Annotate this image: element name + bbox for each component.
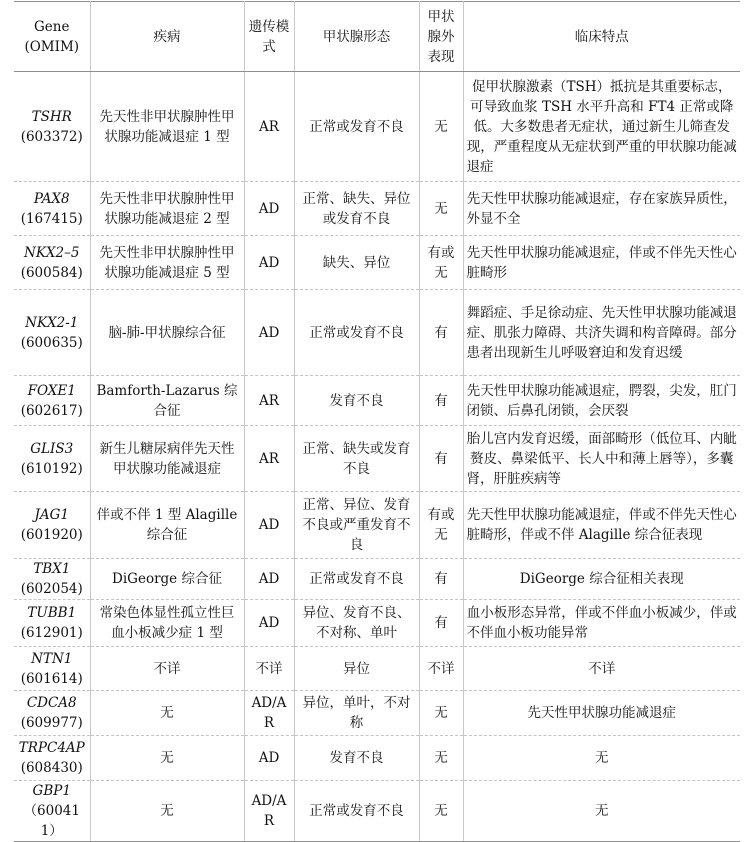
morphology-cell: 发育不良 (294, 736, 419, 781)
morphology-cell: 正常或发育不良 (294, 781, 419, 842)
gene-symbol: GBP1 (32, 783, 71, 799)
disease-cell: 脑-肺-甲状腺综合征 (90, 290, 244, 376)
clinical-cell: 先天性甲状腺功能减退症，伴或不伴先天性心脏畸形 (463, 236, 740, 290)
morphology-cell: 异位 (294, 647, 419, 691)
gene-symbol: PAX8 (33, 190, 70, 207)
disease-cell: 无 (90, 781, 244, 842)
morphology-cell: 异位、发育不良、不对称、单叶 (294, 600, 419, 647)
extra-thyroid-cell: 无 (419, 736, 463, 781)
table-row (14, 600, 740, 647)
inheritance-cell: AR (244, 426, 294, 492)
disease-cell: 先天性非甲状腺肿性甲状腺功能减退症 2 型 (90, 182, 244, 236)
disease-cell: 无 (90, 691, 244, 736)
morphology-cell: 发育不良 (294, 376, 419, 426)
extra-thyroid-cell: 有 (419, 290, 463, 376)
table-row (14, 781, 740, 842)
clinical-cell: 无 (463, 736, 740, 781)
gene-symbol: TRPC4AP (18, 740, 85, 756)
gene-symbol: TSHR (31, 108, 72, 125)
header-clinical: 临床特点 (463, 2, 740, 72)
disease-cell: 先天性非甲状腺肿性甲状腺功能减退症 5 型 (90, 236, 244, 290)
inheritance-cell: AR (244, 72, 294, 182)
omim-id: (609977) (20, 715, 83, 731)
gene-symbol: TUBB1 (27, 605, 77, 621)
disease-cell: 新生儿糖尿病伴先天性甲状腺功能减退症 (90, 426, 244, 492)
header-row (14, 2, 740, 72)
morphology-cell: 正常或发育不良 (294, 559, 419, 600)
gene-symbol: NKX2-1 (25, 314, 79, 331)
table-row (14, 376, 740, 426)
inheritance-cell: AD/AR (244, 781, 294, 842)
omim-id: (612901) (20, 625, 83, 641)
extra-thyroid-cell: 无 (419, 182, 463, 236)
disease-cell: 不详 (90, 647, 244, 691)
clinical-cell: 先天性甲状腺功能减退症，腭裂，尖发，肛门闭锁、后鼻孔闭锁，会厌裂 (463, 376, 740, 426)
table-header (14, 2, 740, 72)
table-row (14, 182, 740, 236)
gene-cell (14, 72, 90, 182)
table-row (14, 492, 740, 559)
inheritance-cell: AD/AR (244, 691, 294, 736)
clinical-cell: 无 (463, 781, 740, 842)
extra-thyroid-cell: 无 (419, 781, 463, 842)
inheritance-cell: AR (244, 376, 294, 426)
clinical-cell: 血小板形态异常，伴或不伴血小板减少，伴或不伴血小板功能异常 (463, 600, 740, 647)
disease-cell: Bamforth-Lazarus 综合征 (90, 376, 244, 426)
morphology-cell: 正常、缺失或发育不良 (294, 426, 419, 492)
gene-symbol: TBX1 (33, 561, 71, 577)
table-row (14, 72, 740, 182)
gene-symbol: CDCA8 (26, 695, 77, 711)
table-row (14, 236, 740, 290)
table-row (14, 290, 740, 376)
extra-thyroid-cell: 有 (419, 376, 463, 426)
extra-thyroid-cell: 有或无 (419, 492, 463, 559)
disease-cell: 无 (90, 736, 244, 781)
omim-id: (601920) (20, 527, 83, 543)
clinical-cell: 不详 (463, 647, 740, 691)
gene-symbol: NKX2–5 (24, 244, 80, 261)
omim-id: (601614) (20, 670, 83, 687)
inheritance-cell: AD (244, 559, 294, 600)
clinical-cell: DiGeorge 综合征相关表现 (463, 559, 740, 600)
morphology-cell: 异位，单叶，不对称 (294, 691, 419, 736)
inheritance-cell: AD (244, 182, 294, 236)
gene-cell (14, 236, 90, 290)
table-row (14, 691, 740, 736)
disease-cell: 先天性非甲状腺肿性甲状腺功能减退症 1 型 (90, 72, 244, 182)
disease-cell: 常染色体显性孤立性巨血小板减少症 1 型 (90, 600, 244, 647)
disease-cell: DiGeorge 综合征 (90, 559, 244, 600)
omim-id: (602617) (20, 402, 83, 419)
gene-cell (14, 376, 90, 426)
header-inheritance: 遗传模式 (244, 2, 294, 72)
gene-cell (14, 492, 90, 559)
gene-symbol: JAG1 (34, 507, 70, 523)
inheritance-cell: AD (244, 236, 294, 290)
extra-thyroid-cell: 有 (419, 559, 463, 600)
omim-id: (600635) (20, 334, 83, 351)
clinical-cell: 促甲状腺激素（TSH）抵抗是其重要标志，可导致血浆 TSH 水平升高和 FT4 正常或降低。大多数患者无症状，通过新生儿筛查发现，严重程度从无症状到严重的甲状腺功能减退症 (463, 72, 740, 182)
table-row (14, 736, 740, 781)
omim-id: （600411） (23, 803, 80, 839)
gene-cell (14, 600, 90, 647)
inheritance-cell: AD (244, 290, 294, 376)
table-body (14, 72, 740, 842)
morphology-cell: 正常、异位、发育不良或严重发育不良 (294, 492, 419, 559)
clinical-cell: 先天性甲状腺功能减退症，伴或不伴先天性心脏畸形，伴或不伴 Alagille 综合征表现 (463, 492, 740, 559)
omim-id: (600584) (20, 264, 83, 281)
header-morphology: 甲状腺形态 (294, 2, 419, 72)
gene-cell (14, 736, 90, 781)
morphology-cell: 正常或发育不良 (294, 290, 419, 376)
morphology-cell: 正常、缺失、异位或发育不良 (294, 182, 419, 236)
extra-thyroid-cell: 有 (419, 426, 463, 492)
gene-symbol: FOXE1 (27, 382, 76, 399)
gene-cell (14, 290, 90, 376)
clinical-cell: 先天性甲状腺功能减退症，存在家族异质性，外显不全 (463, 182, 740, 236)
gene-cell (14, 559, 90, 600)
extra-thyroid-cell: 有 (419, 600, 463, 647)
disease-cell: 伴或不伴 1 型 Alagille 综合征 (90, 492, 244, 559)
inheritance-cell: 不详 (244, 647, 294, 691)
extra-thyroid-cell: 无 (419, 72, 463, 182)
inheritance-cell: AD (244, 736, 294, 781)
gene-symbol: NTN1 (31, 650, 73, 667)
morphology-cell: 正常或发育不良 (294, 72, 419, 182)
clinical-cell: 先天性甲状腺功能减退症 (463, 691, 740, 736)
clinical-cell: 舞蹈症、手足徐动症、先天性甲状腺功能减退症、肌张力障碍、共济失调和构音障碍。部分患者出现新生儿呼吸窘迫和发育迟缓 (463, 290, 740, 376)
inheritance-cell: AD (244, 600, 294, 647)
extra-thyroid-cell: 有或无 (419, 236, 463, 290)
omim-id: (608430) (20, 760, 83, 776)
gene-cell (14, 182, 90, 236)
extra-thyroid-cell: 无 (419, 691, 463, 736)
header-disease: 疾病 (90, 2, 244, 72)
gene-symbol: GLIS3 (30, 440, 74, 457)
morphology-cell: 缺失、异位 (294, 236, 419, 290)
omim-id: (602054) (20, 581, 83, 597)
table-row (14, 559, 740, 600)
clinical-cell: 胎儿宫内发育迟缓，面部畸形（低位耳、内眦赘皮、鼻梁低平、长人中和薄上唇等），多囊肾，肝脏疾病等 (463, 426, 740, 492)
gene-cell (14, 647, 90, 691)
omim-id: (603372) (20, 128, 83, 145)
inheritance-cell: AD (244, 492, 294, 559)
gene-cell (14, 426, 90, 492)
gene-cell (14, 781, 90, 842)
omim-id: (610192) (20, 460, 83, 477)
gene-disease-table (14, 1, 740, 842)
table-row (14, 647, 740, 691)
gene-cell (14, 691, 90, 736)
table-row (14, 426, 740, 492)
omim-id: (167415) (20, 210, 83, 227)
header-extra-thyroid: 甲状腺外表现 (419, 2, 463, 72)
extra-thyroid-cell: 不详 (419, 647, 463, 691)
header-gene: Gene (OMIM) (14, 2, 90, 72)
